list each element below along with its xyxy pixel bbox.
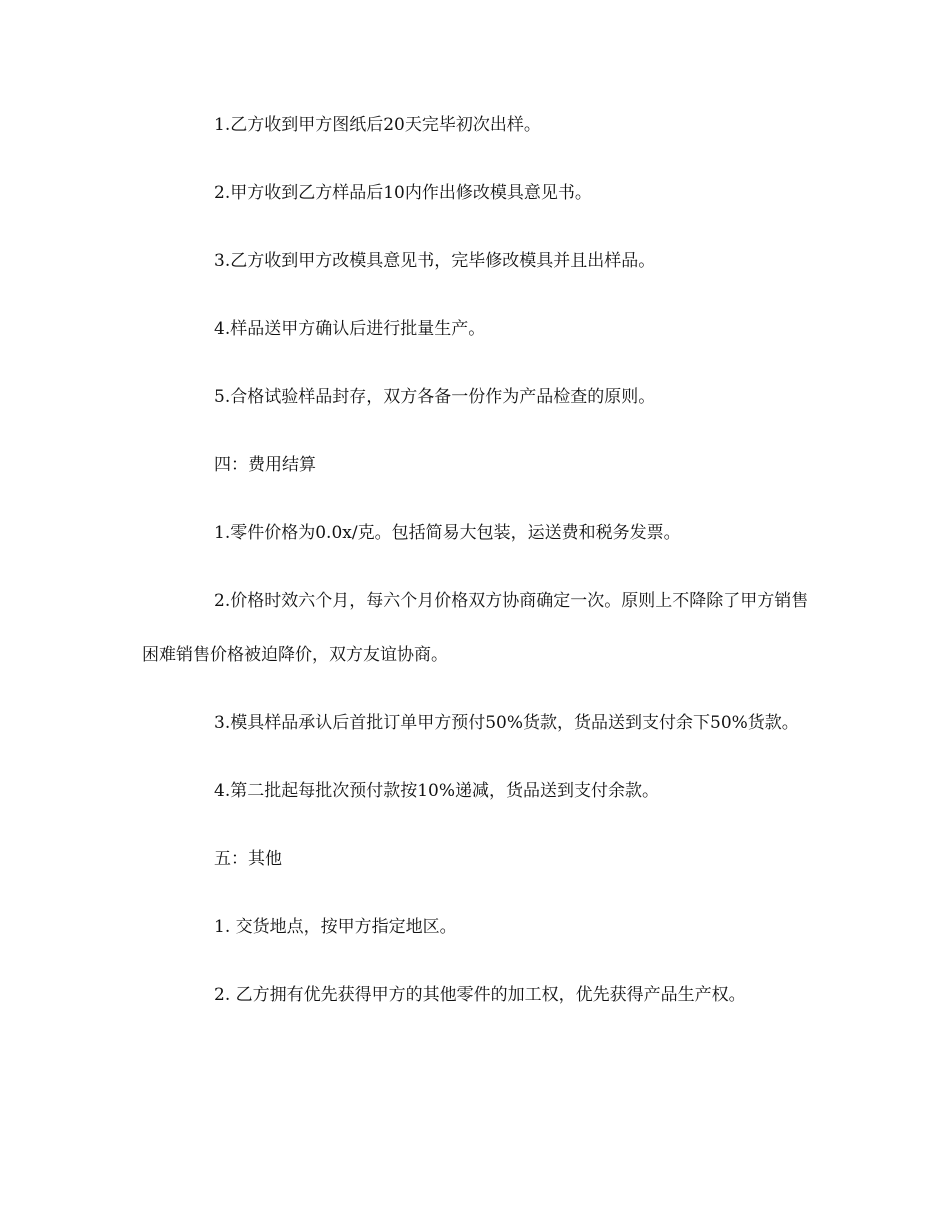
clause-sample-3: 3.乙方收到甲方改模具意见书，完毕修改模具并且出样品。 [214,251,656,271]
clause-fee-1: 1.零件价格为0.0x/克。包括简易大包装，运送费和税务发票。 [214,523,681,543]
clause-other-1: 1. 交货地点，按甲方指定地区。 [214,917,457,937]
clause-fee-4: 4.第二批起每批次预付款按10%递减，货品送到支付余款。 [214,781,660,801]
section-heading-other: 五：其他 [214,849,282,869]
clause-other-2: 2. 乙方拥有优先获得甲方的其他零件的加工权，优先获得产品生产权。 [214,985,746,1005]
clause-sample-1: 1.乙方收到甲方图纸后20天完毕初次出样。 [214,115,541,135]
clause-sample-2: 2.甲方收到乙方样品后10内作出修改模具意见书。 [214,183,592,203]
document-body [142,106,812,1044]
clause-fee-2: 2.价格时效六个月，每六个月价格双方协商确定一次。原则上不降除了甲方销售困难销售价格被迫降价，双方友谊协商。 [142,591,809,665]
section-heading-fees: 四：费用结算 [214,455,316,475]
clause-sample-5: 5.合格试验样品封存，双方各备一份作为产品检查的原则。 [214,387,656,407]
clause-sample-4: 4.样品送甲方确认后进行批量生产。 [214,319,486,339]
clause-fee-3: 3.模具样品承认后首批订单甲方预付50%货款，货品送到支付余下50%货款。 [214,713,799,733]
